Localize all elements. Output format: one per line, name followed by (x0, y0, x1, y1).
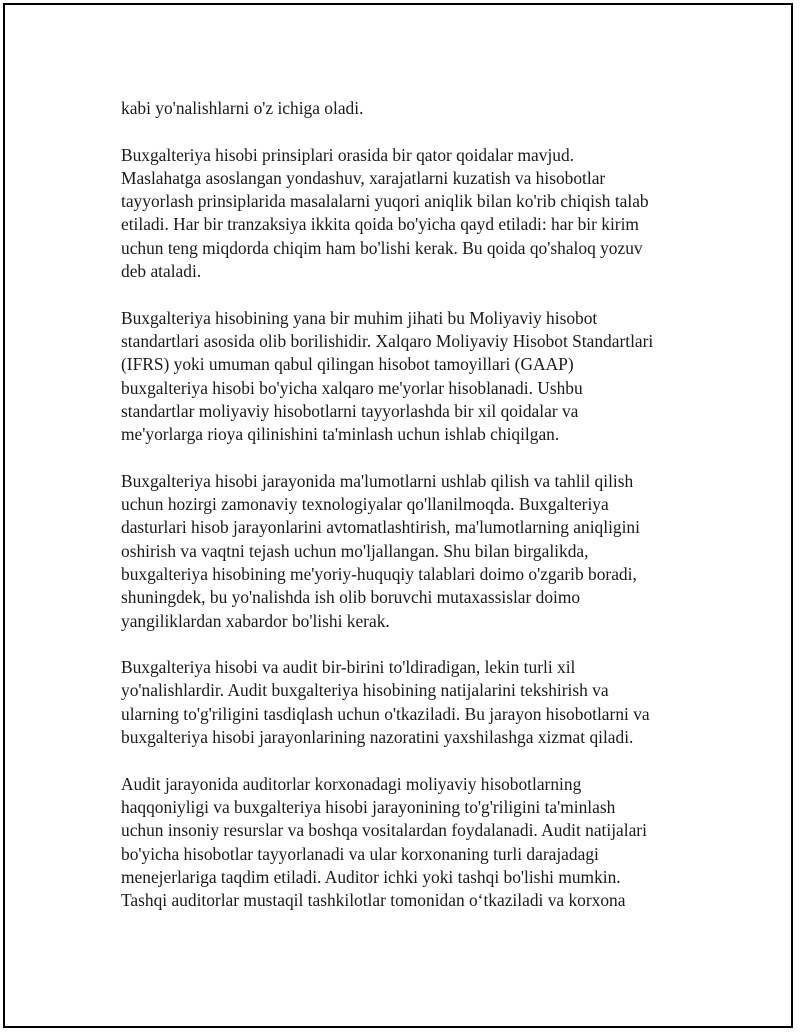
text-line: yangiliklardan xabardor bo'lishi kerak. (121, 610, 390, 631)
text-line: Maslahatga asoslangan yondashuv, xarajatlarni kuzatish va hisobotlar (121, 167, 606, 188)
text-line: (IFRS) yoki umuman qabul qilingan hisobot tamoyillari (GAAP) (121, 354, 574, 375)
paragraph (121, 97, 691, 120)
text-line: ularning to'g'riligini tasdiqlash uchun o'tkaziladi. Bu jarayon hisobotlarni va (121, 703, 650, 724)
text-line: Buxgalteriya hisobi va audit bir-birini to'ldiradigan, lekin turli xil (121, 657, 576, 678)
text-line: uchun hozirgi zamonaviy texnologiyalar qo'llanilmoqda. Buxgalteriya (121, 494, 609, 515)
document-body (121, 97, 691, 912)
text-line: menejerlariga taqdim etiladi. Auditor ichki yoki tashqi bo'lishi mumkin. (121, 866, 621, 887)
paragraph (121, 470, 691, 633)
text-line: shuningdek, bu yo'nalishda ish olib boruvchi mutaxassislar doimo (121, 587, 581, 608)
text-line: bo'yicha hisobotlar tayyorlanadi va ular korxonaning turli darajadagi (121, 843, 599, 864)
text-line: Buxgalteriya hisobining yana bir muhim jihati bu Moliyaviy hisobot (121, 307, 598, 328)
paragraph (121, 307, 691, 447)
text-line: standartlar moliyaviy hisobotlarni tayyorlashda bir xil qoidalar va (121, 400, 579, 421)
text-line: uchun teng miqdorda chiqim ham bo'lishi kerak. Bu qoida qo'shaloq yozuv (121, 237, 643, 258)
text-line: Buxgalteriya hisobi prinsiplari orasida bir qator qoidalar mavjud. (121, 144, 575, 165)
text-line: deb ataladi. (121, 261, 202, 282)
paragraph-spacer (121, 633, 691, 656)
text-line: uchun insoniy resurslar va boshqa vositalardan foydalanadi. Audit natijalari (121, 820, 647, 841)
text-line: buxgalteriya hisobi bo'yicha xalqaro me'yorlar hisoblanadi. Ushbu (121, 377, 583, 398)
text-line: Tashqi auditorlar mustaqil tashkilotlar tomonidan o‘tkaziladi va korxona (121, 890, 626, 911)
text-line: haqqoniyligi va buxgalteriya hisobi jarayonining to'g'riligini ta'minlash (121, 796, 616, 817)
paragraph-spacer (121, 749, 691, 772)
paragraph (121, 144, 691, 284)
text-line: etiladi. Har bir tranzaksiya ikkita qoida bo'yicha qayd etiladi: har bir kirim (121, 214, 639, 235)
paragraph-spacer (121, 283, 691, 306)
text-line: yo'nalishlardir. Audit buxgalteriya hisobining natijalarini tekshirish va (121, 680, 609, 701)
text-line: Buxgalteriya hisobi jarayonida ma'lumotlarni ushlab qilish va tahlil qilish (121, 470, 634, 491)
text-line: Audit jarayonida auditorlar korxonadagi moliyaviy hisobotlarning (121, 773, 582, 794)
paragraph (121, 773, 691, 913)
text-line: dasturlari hisob jarayonlarini avtomatlashtirish, ma'lumotlarning aniqligini (121, 517, 640, 538)
paragraph-spacer (121, 120, 691, 143)
text-line: tayyorlash prinsiplarida masalalarni yuqori aniqlik bilan ko'rib chiqish talab (121, 191, 649, 212)
text-line: oshirish va vaqtni tejash uchun mo'ljallangan. Shu bilan birgalikda, (121, 540, 589, 561)
text-line: buxgalteriya hisobi jarayonlarining nazoratini yaxshilashga xizmat qiladi. (121, 727, 634, 748)
paragraph-spacer (121, 446, 691, 469)
text-line: standartlari asosida olib borilishidir. Xalqaro Moliyaviy Hisobot Standartlari (121, 330, 654, 351)
text-line: me'yorlarga rioya qilinishini ta'minlash uchun ishlab chiqilgan. (121, 424, 560, 445)
paragraph (121, 656, 691, 749)
text-line: kabi yo'nalishlarni o'z ichiga oladi. (121, 98, 364, 118)
document-page (3, 3, 793, 1028)
text-line: buxgalteriya hisobining me'yoriy-huquqiy talablari doimo o'zgarib boradi, (121, 563, 637, 584)
